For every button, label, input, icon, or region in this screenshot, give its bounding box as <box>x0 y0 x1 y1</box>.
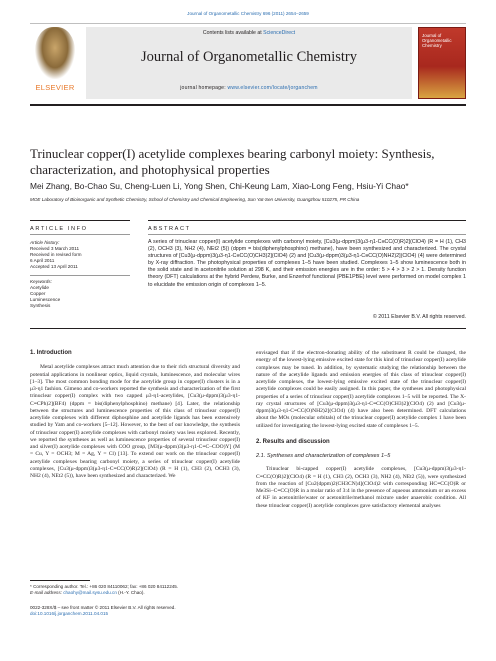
article-history <box>30 240 130 270</box>
syntheses-paragraph: Trinuclear bi-capped copper(I) acetylide complexes, [Cu3(μ-dppm)3(μ3-η1-C≡CC(O)R)2](ClO4) (R = H (1), CH3 (2), OCH3 (3), NH2 (4), NEt2 (5)), were synthesized from the reaction of [Cu2(dppm)2(CH3CN)4](ClO4)2 with corresponding HC≡CC(O)R or Me3Si–C≡CC(O)R in a molar ratio of 3:4 in the presence of aqueous ammonium or an excess of KF in acetonitrile/water or acetonitrile/methanol mixture under anaerobic condition. All these trinuclear copper(I) acetylide complexes gave satisfactory elemental analyses <box>256 466 466 509</box>
cover-title: Journal of Organometallic Chemistry <box>422 33 452 49</box>
introduction-continued: envisaged that if the electron-donating ability of the substituent R could be changed, the energy of the lowest-lying emissive excited state for this kind of trinuclear copper(I) acetylide complexes may be tuned. In addition, by systematic studying the relationship between the nature of the acetylide ligands and emission energies of this class of trinuclear copper(I) acetylide complexes, the lowest-lying emissive excited state of the trinuclear copper(I) acetylide complexes could be easily assigned. In this paper, the syntheses and photophysical properties of a series of trinuclear copper(I) acetylide complexes 1–5 will be reported. The X-ray crystal structures of [Cu3(μ-dppm)3(μ3-η1-C≡CC(O)CH3)2](ClO4) (2) and [Cu3(μ-dppm)3(μ3-η1-C≡CC(O)NH2)2](ClO4) (4) have also been determined. DFT calculations about the MOs (molecular orbitals) of the trinuclear copper(I) acetylide complex 1 have been utilized for investigating the lowest-lying excited state of complexes 1–5. <box>256 350 466 429</box>
abstract-text: A series of trinuclear copper(I) acetylide complexes with carbonyl moiety, [Cu3(μ-dppm)3(μ3-η1-C≡CC(O)R)2](ClO4) (R = H (1), CH3 (2), OCH3 (3), NH2 (4), NEt2 (5)) (dppm = bis(diphenylphosphino) methane), have been synthesized and characterized. The crystal structures of [Cu3(μ-dppm)3(μ3-η1-C≡CC(O)CH3)2](ClO4) (2) and [Cu3(μ-dppm)3(μ3-η1-C≡CC(O)NH2)2](ClO4) (4) were determined by X-ray diffraction. The photophysical properties of complexes 1–5 have been studied. Complexes 1–5 show luminescence both in the solid state and in acetonitrile solution at 298 K, and their emission energies are in the order: 5 > 4 > 3 > 2 > 1. Density function theory (DFT) calculations at the hybrid Perdew, Burke, and Enzerhof functional (PBE1PBE) level were performed on model complex 1 to elucidate the emission origin of complexes 1–5. <box>148 239 466 288</box>
email-label: E-mail address: <box>30 590 64 595</box>
syntheses-subheading: 2.1. Syntheses and characterization of complexes 1–5 <box>256 453 391 459</box>
email-suffix: (H.-Y. Chao). <box>116 590 145 595</box>
email-line <box>30 590 240 596</box>
introduction-paragraph: Metal acetylide complexes attract much attention due to their rich structural diversity and potential applications in nonlinear optics, liquid crystals, luminescence, and molecular wires [1–3]. The most common bonding mode for the acetylide group in copper(I) clusters is in a μ3-η1 fashion. Gimeno and co-workers reported the synthesis and characterization of the first trinuclear copper(I) complex with two capped μ3-η1-acetylides, [Cu3(μ-dppm)3(μ3-η1-C≡CPh)2](BF4) (dppm = bis(diphenylphosphino) methane) [4]. Later, the relationship between the structures and luminescence properties of this class of trinuclear copper(I) acetylide complexes with different diphosphine and acetylide ligands has been extensively studied by Yam and co-workers [5–12]. However, to the best of our knowledge, the synthesis of trinuclear copper(I) acetylide complexes with carbonyl moiety was less explored. Recently, we reported the syntheses as well as luminescence properties of several trinuclear copper(I) and silver(I) acetylide complexes with COO group, [M3(μ-dppm)3(μ3-η1-C≡C–COO)Y] (M = Cu, Y = OCH3; M = Ag, Y = Cl) [13]. To extend our work on the trinuclear copper(I) acetylide complexes bearing carbonyl moiety, a series of trinuclear copper(I) acetylide complexes, [Cu3(μ-dppm)3(μ3-η1-C≡CC(O)R)2](ClO4) (R = H (1), CH3 (2), OCH3 (3), NH2 (4), NEt2 (5)), have been synthesized and characterized. We <box>30 364 240 479</box>
history-label: Article history: <box>30 240 60 245</box>
sciencedirect-link[interactable]: ScienceDirect <box>263 30 296 36</box>
contents-available-line <box>86 30 412 36</box>
abstract-copyright: © 2011 Elsevier B.V. All rights reserved. <box>372 314 466 320</box>
journal-citation: Journal of Organometallic Chemistry 696 (2011) 2654–2659 <box>187 11 309 16</box>
keywords-rule <box>30 275 130 276</box>
issn-line: 0022-328X/$ – see front matter © 2011 Elsevier B.V. All rights reserved. <box>30 605 176 610</box>
abstract-heading: ABSTRACT <box>148 226 191 232</box>
abstract-rule <box>148 220 466 221</box>
introduction-heading: 1. Introduction <box>30 350 72 356</box>
article-info-subrule <box>30 234 130 235</box>
article-info-heading: ARTICLE INFO <box>30 226 88 232</box>
masthead-center <box>86 27 412 99</box>
doi-link[interactable]: doi:10.1016/j.jorganchem.2011.04.015 <box>30 611 109 616</box>
journal-name: Journal of Organometallic Chemistry <box>141 49 357 65</box>
right-column <box>256 350 466 510</box>
keywords <box>30 279 130 309</box>
homepage-link[interactable]: www.elsevier.com/locate/jorganchem <box>227 85 318 91</box>
publisher-logo <box>30 27 80 99</box>
keyword: Synthesis <box>30 303 51 308</box>
corresponding-author-footnote <box>30 584 240 596</box>
keywords-label: Keywords: <box>30 279 52 284</box>
keyword: Copper <box>30 291 46 296</box>
results-heading: 2. Results and discussion <box>256 438 330 445</box>
contents-prefix: Contents lists available at <box>202 30 264 36</box>
homepage-prefix: journal homepage: <box>180 85 228 91</box>
abstract-subrule <box>148 234 466 235</box>
history-item: 6 April 2011 <box>30 258 55 263</box>
left-column <box>30 350 240 480</box>
journal-homepage <box>86 85 412 91</box>
elsevier-tree-icon <box>35 27 75 79</box>
article-title: Trinuclear copper(I) acetylide complexes bearing carbonyl moiety: Synthesis, characterization, and photophysical properties <box>30 146 435 177</box>
front-matter-note <box>30 605 240 617</box>
history-item: Received 3 March 2011 <box>30 246 80 251</box>
history-item: Received in revised form <box>30 252 82 257</box>
publisher-name: ELSEVIER <box>35 83 75 92</box>
keyword: Luminescence <box>30 297 61 302</box>
article-authors: Mei Zhang, Bo-Chao Su, Cheng-Luen Li, Yong Shen, Chi-Keung Lam, Xiao-Long Feng, Hsiu-Yi Chao* <box>30 181 409 191</box>
history-item: Accepted 13 April 2011 <box>30 264 78 269</box>
masthead-bottom-rule <box>30 104 466 106</box>
email-link[interactable]: chaohy@mail.sysu.edu.cn <box>63 590 117 595</box>
footnote-rule <box>30 580 90 581</box>
front-matter-rule <box>30 328 466 329</box>
keyword: Acetylide <box>30 285 50 290</box>
corresponding-author: * Corresponding author. Tel.: +86 020 84110062; fax: +86 020 84112245. <box>30 584 179 589</box>
journal-cover-thumbnail <box>418 27 466 99</box>
masthead <box>30 23 466 105</box>
article-info-rule <box>30 220 130 221</box>
author-affiliation: MOE Laboratory of Bioinorganic and Synthetic Chemistry, School of Chemistry and Chemical Engineering, Sun Yat-Sen University, Guangzhou 510275, PR China <box>30 197 360 202</box>
masthead-top-rule <box>30 23 466 24</box>
